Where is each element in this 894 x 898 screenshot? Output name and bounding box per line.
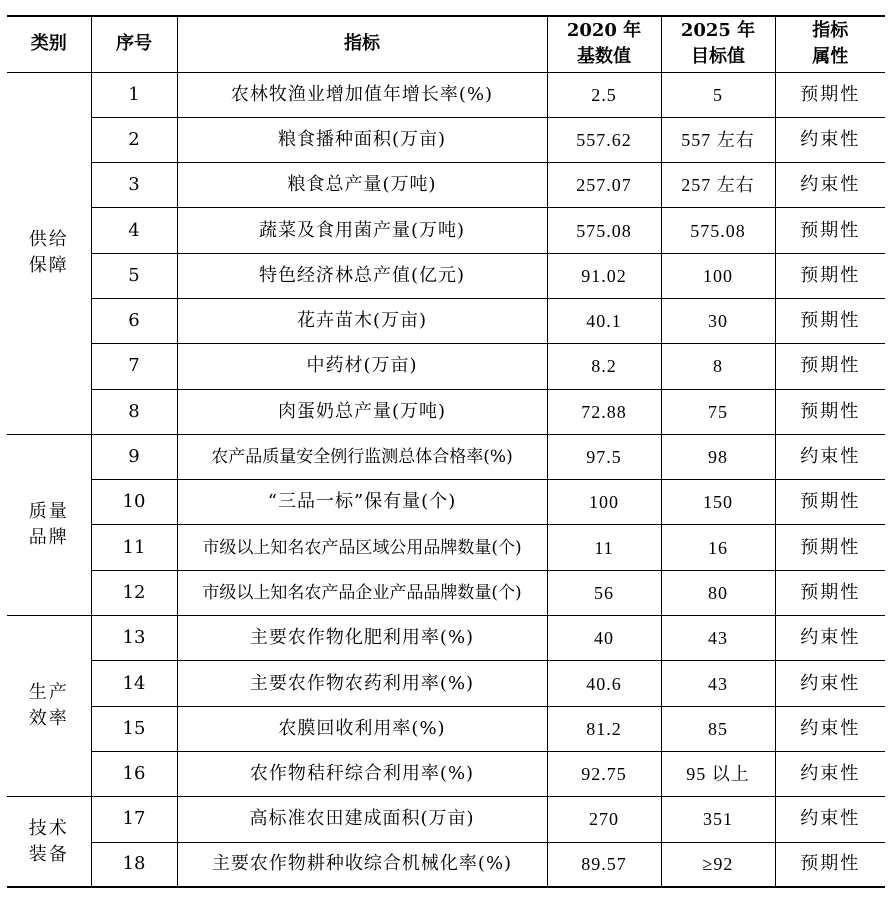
index-cell: 2 [91, 117, 177, 162]
index-cell: 9 [91, 434, 177, 479]
base-value-cell: 257.07 [547, 163, 661, 208]
base-value-cell: 575.08 [547, 208, 661, 253]
table-row [7, 389, 885, 434]
header-target-value [661, 16, 775, 72]
category-line1: 供给 [28, 229, 69, 251]
indicator-cell: 特色经济林总产值(亿元) [177, 253, 547, 298]
table-row [7, 661, 885, 706]
header-attribute [775, 16, 885, 72]
target-value-cell: 75 [661, 389, 775, 434]
attribute-cell: 预期性 [775, 842, 885, 887]
table-row [7, 344, 885, 389]
attribute-cell: 约束性 [775, 661, 885, 706]
index-cell: 16 [91, 751, 177, 796]
target-value-cell: 16 [661, 525, 775, 570]
target-value-cell: 80 [661, 570, 775, 615]
table-row [7, 434, 885, 479]
table-row [7, 72, 885, 117]
table-row [7, 253, 885, 298]
indicator-cell: 高标准农田建成面积(万亩) [177, 797, 547, 842]
base-value-cell: 81.2 [547, 706, 661, 751]
category-cell [7, 72, 91, 434]
table-row [7, 208, 885, 253]
attribute-cell: 约束性 [775, 706, 885, 751]
base-value-cell: 100 [547, 480, 661, 525]
indicator-cell: 农作物秸秆综合利用率(%) [177, 751, 547, 796]
base-value-cell: 2.5 [547, 72, 661, 117]
indicator-table [7, 15, 885, 888]
index-cell: 7 [91, 344, 177, 389]
header-base-value [547, 16, 661, 72]
header-attr-line1: 指标 [812, 20, 849, 42]
target-value-cell: 100 [661, 253, 775, 298]
target-value-cell: 95 以上 [661, 751, 775, 796]
header-base-line2: 基数值 [577, 46, 631, 68]
table-row [7, 163, 885, 208]
attribute-cell: 预期性 [775, 298, 885, 343]
base-value-cell: 72.88 [547, 389, 661, 434]
category-line2: 效率 [28, 708, 69, 730]
index-cell: 12 [91, 570, 177, 615]
attribute-cell: 约束性 [775, 117, 885, 162]
index-cell: 14 [91, 661, 177, 706]
target-value-cell: 5 [661, 72, 775, 117]
attribute-cell: 预期性 [775, 525, 885, 570]
attribute-cell: 预期性 [775, 208, 885, 253]
base-value-cell: 92.75 [547, 751, 661, 796]
target-value-cell: 257 左右 [661, 163, 775, 208]
index-cell: 15 [91, 706, 177, 751]
indicator-cell: 市级以上知名农产品区域公用品牌数量(个) [177, 525, 547, 570]
indicator-cell: 肉蛋奶总产量(万吨) [177, 389, 547, 434]
category-line2: 品牌 [28, 526, 69, 548]
target-value-cell: 557 左右 [661, 117, 775, 162]
attribute-cell: 预期性 [775, 570, 885, 615]
index-cell: 18 [91, 842, 177, 887]
attribute-cell: 预期性 [775, 344, 885, 389]
index-cell: 5 [91, 253, 177, 298]
base-value-cell: 40 [547, 616, 661, 661]
indicator-cell: “三品一标”保有量(个) [177, 480, 547, 525]
index-cell: 8 [91, 389, 177, 434]
indicator-cell: 中药材(万亩) [177, 344, 547, 389]
header-attr-line2: 属性 [812, 46, 849, 68]
header-base-line1: 2020 年 [566, 20, 642, 42]
category-line1: 技术 [28, 817, 69, 839]
base-value-cell: 97.5 [547, 434, 661, 479]
index-cell: 1 [91, 72, 177, 117]
base-value-cell: 89.57 [547, 842, 661, 887]
base-value-cell: 270 [547, 797, 661, 842]
target-value-cell: 351 [661, 797, 775, 842]
base-value-cell: 40.1 [547, 298, 661, 343]
attribute-cell: 约束性 [775, 751, 885, 796]
base-value-cell: 91.02 [547, 253, 661, 298]
indicator-cell: 农林牧渔业增加值年增长率(%) [177, 72, 547, 117]
attribute-cell: 预期性 [775, 253, 885, 298]
attribute-cell: 约束性 [775, 616, 885, 661]
indicator-cell: 蔬菜及食用菌产量(万吨) [177, 208, 547, 253]
category-cell [7, 616, 91, 797]
attribute-cell: 预期性 [775, 389, 885, 434]
indicator-cell: 花卉苗木(万亩) [177, 298, 547, 343]
table-row [7, 751, 885, 796]
target-value-cell: 150 [661, 480, 775, 525]
target-value-cell: 575.08 [661, 208, 775, 253]
target-value-cell: ≥92 [661, 842, 775, 887]
indicator-cell: 主要农作物耕种收综合机械化率(%) [177, 842, 547, 887]
table-row [7, 525, 885, 570]
table-row [7, 842, 885, 887]
index-cell: 3 [91, 163, 177, 208]
header-target-line2: 目标值 [691, 46, 745, 68]
index-cell: 13 [91, 616, 177, 661]
indicator-cell: 农产品质量安全例行监测总体合格率(%) [177, 434, 547, 479]
attribute-cell: 预期性 [775, 480, 885, 525]
header-target-line1: 2025 年 [680, 20, 756, 42]
target-value-cell: 43 [661, 661, 775, 706]
table-row [7, 480, 885, 525]
table-row [7, 298, 885, 343]
target-value-cell: 8 [661, 344, 775, 389]
table-row [7, 706, 885, 751]
header-indicator: 指标 [177, 16, 547, 72]
base-value-cell: 557.62 [547, 117, 661, 162]
table-row [7, 117, 885, 162]
indicator-cell: 粮食播种面积(万亩) [177, 117, 547, 162]
category-line1: 质量 [28, 500, 69, 522]
index-cell: 11 [91, 525, 177, 570]
indicator-cell: 粮食总产量(万吨) [177, 163, 547, 208]
category-line1: 生产 [28, 682, 69, 704]
attribute-cell: 约束性 [775, 434, 885, 479]
target-value-cell: 43 [661, 616, 775, 661]
indicator-cell: 市级以上知名农产品企业产品品牌数量(个) [177, 570, 547, 615]
attribute-cell: 约束性 [775, 797, 885, 842]
header-category: 类别 [7, 16, 91, 72]
target-value-cell: 30 [661, 298, 775, 343]
table-row [7, 616, 885, 661]
index-cell: 6 [91, 298, 177, 343]
category-cell [7, 434, 91, 615]
base-value-cell: 40.6 [547, 661, 661, 706]
table-body [7, 72, 885, 887]
category-line2: 装备 [28, 843, 69, 865]
target-value-cell: 85 [661, 706, 775, 751]
table-row [7, 570, 885, 615]
index-cell: 4 [91, 208, 177, 253]
index-cell: 17 [91, 797, 177, 842]
indicator-cell: 主要农作物农药利用率(%) [177, 661, 547, 706]
base-value-cell: 56 [547, 570, 661, 615]
index-cell: 10 [91, 480, 177, 525]
target-value-cell: 98 [661, 434, 775, 479]
base-value-cell: 11 [547, 525, 661, 570]
base-value-cell: 8.2 [547, 344, 661, 389]
indicator-cell: 农膜回收利用率(%) [177, 706, 547, 751]
category-line2: 保障 [28, 255, 69, 277]
header-row [7, 16, 885, 72]
category-cell [7, 797, 91, 888]
table-row [7, 797, 885, 842]
attribute-cell: 约束性 [775, 163, 885, 208]
header-index: 序号 [91, 16, 177, 72]
attribute-cell: 预期性 [775, 72, 885, 117]
indicator-cell: 主要农作物化肥利用率(%) [177, 616, 547, 661]
